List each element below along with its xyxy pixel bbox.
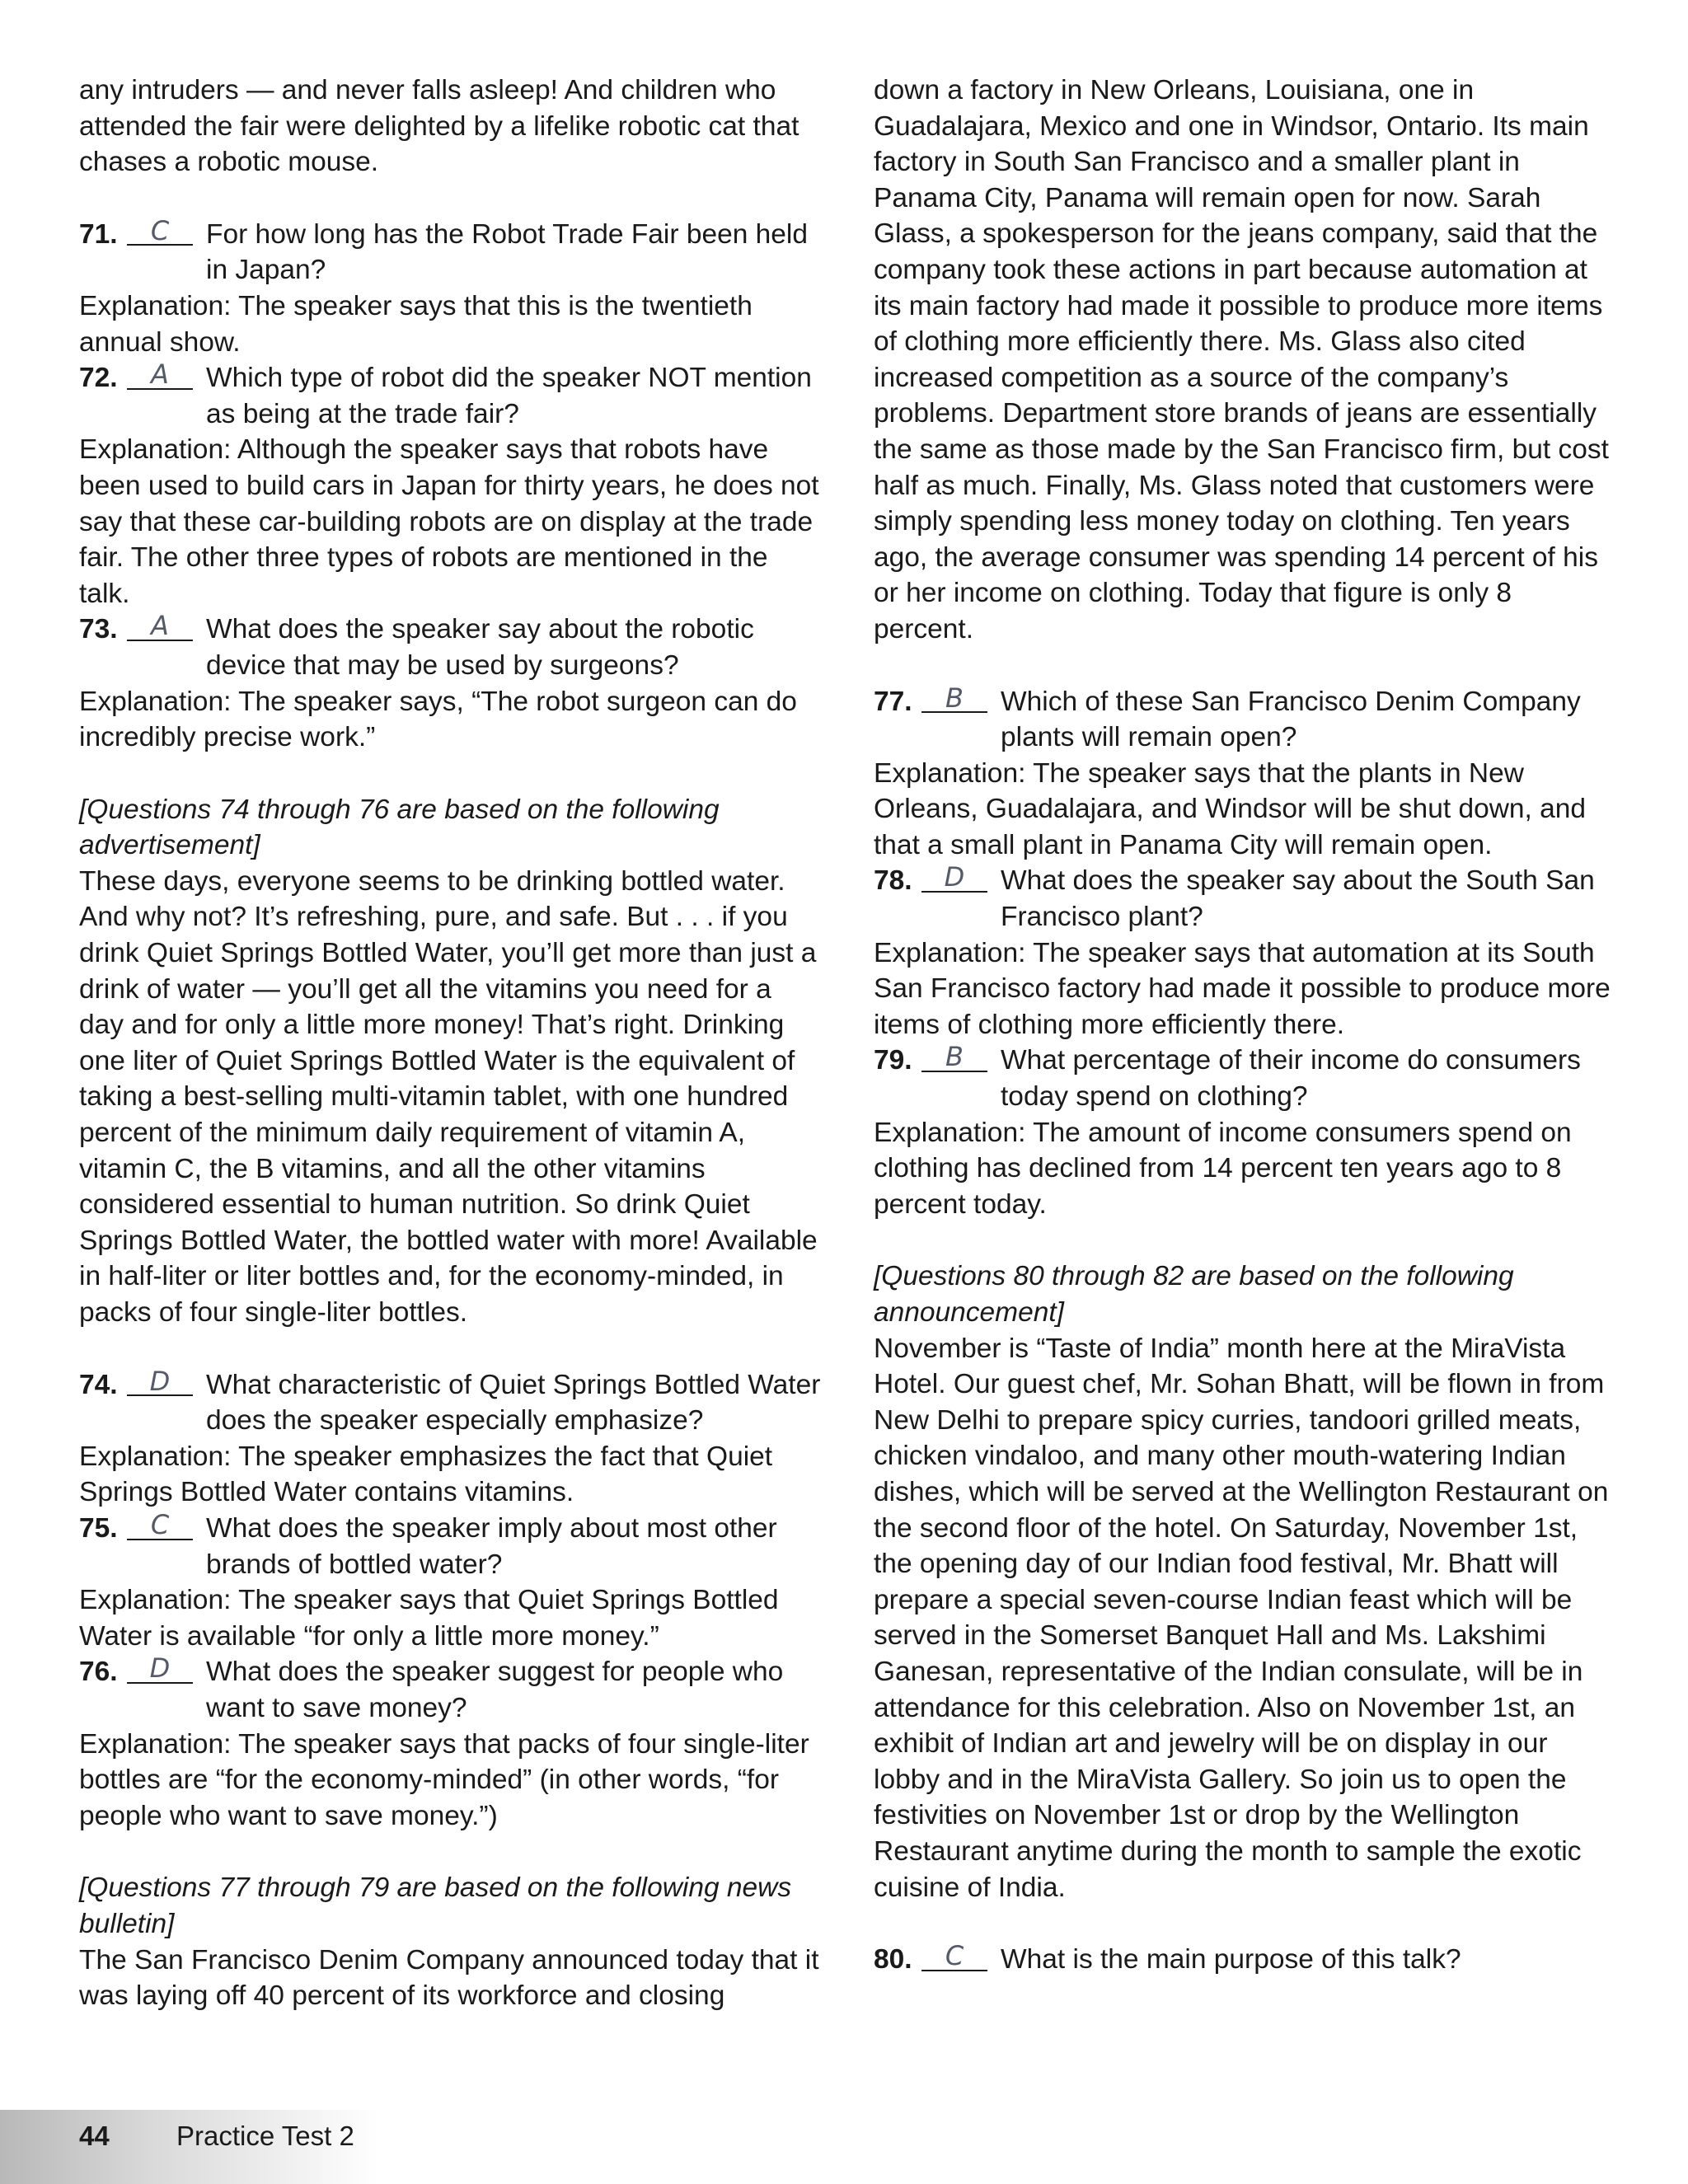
answer-blank (921, 1942, 987, 1978)
section-header: [Questions 77 through 79 are based on the following news bulletin] (79, 1872, 792, 1939)
spacer (79, 756, 821, 792)
answer-blank (921, 1043, 987, 1079)
explanation: Explanation: The speaker says, “The robot surgeon can do incredibly precise work.” (79, 686, 797, 753)
question-73 (79, 612, 821, 683)
question-79 (874, 1043, 1615, 1114)
handwritten-answer: C (150, 1508, 170, 1540)
question-text: What does the speaker say about the South San Francisco plant? (1001, 865, 1595, 933)
handwritten-answer: D (944, 861, 965, 893)
question-number: 76. (79, 1657, 118, 1688)
explanation: Explanation: The speaker emphasizes the fact that Quiet Springs Bottled Water contains vitamins. (79, 1441, 773, 1508)
question-text: What characteristic of Quiet Springs Bottled Water does the speaker especially emphasize? (206, 1369, 821, 1436)
answer-blank (127, 612, 193, 648)
answer-blank (127, 360, 193, 396)
news-text-continued: down a factory in New Orleans, Louisiana, one in Guadalajara, Mexico and one in Windsor, Ontario. Its main factory in South San Francisco and a smaller plant in Panama City, Panama will remain open for now. Sarah Glass, a spokesperson for the jeans company, said that the company took these actions in part because automation at its main factory had made it possible to produce more items of clothing more efficiently there. Ms. Glass also cited increased competition as a source of the company’s problems. Department store brands of jeans are essentially the same as those made by the San Francisco firm, but cost half as much. Finally, Ms. Glass noted that customers were simply spending less money today on clothing. Ten years ago, the average consumer was spending 14 percent of his or her income on clothing. Today that figure is only 8 percent. (874, 75, 1609, 644)
handwritten-answer: B (945, 682, 964, 714)
explanation: Explanation: Although the speaker says that robots have been used to build cars in Japan for thirty years, he does not say that these car-building robots are on display at the trade fair. The other three types of robots are mentioned in the talk. (79, 434, 819, 609)
answer-blank (127, 1654, 193, 1690)
question-number: 74. (79, 1369, 118, 1400)
question-number: 79. (874, 1045, 912, 1076)
question-text: Which of these San Francisco Denim Company plants will remain open? (1001, 686, 1581, 753)
explanation: Explanation: The speaker says that this is the twentieth annual show. (79, 290, 753, 358)
explanation: Explanation: The speaker says that Quiet Springs Bottled Water is available “for only a little more money.” (79, 1585, 779, 1652)
spacer (874, 1222, 1615, 1258)
footer-title: Practice Test 2 (176, 2121, 354, 2151)
question-number: 78. (874, 865, 912, 897)
question-text: Which type of robot did the speaker NOT mention as being at the trade fair? (206, 363, 812, 429)
explanation: Explanation: The speaker says that the plants in New Orleans, Guadalajara, and Windsor will be shut down, and that a small plant in Panama City will remain open. (874, 757, 1587, 860)
answer-blank (127, 1367, 193, 1404)
right-column (874, 73, 1615, 1978)
question-76 (79, 1654, 821, 1726)
question-number: 75. (79, 1512, 118, 1544)
explanation: Explanation: The speaker says that automation at its South San Francisco factory had made it possible to produce more items of clothing more efficiently there. (874, 937, 1611, 1040)
spacer (874, 1905, 1615, 1942)
handwritten-answer: C (150, 214, 170, 246)
question-74 (79, 1367, 821, 1439)
intro-paragraph: any intruders — and never falls asleep! And children who attended the fair were delighted by a lifelike robotic cat that chases a robotic mouse. (79, 75, 799, 178)
answer-blank (127, 214, 193, 253)
spacer (79, 1834, 821, 1870)
spacer (79, 180, 821, 217)
left-column (79, 73, 821, 2014)
question-number: 73. (79, 614, 118, 645)
handwritten-answer: B (945, 1041, 964, 1073)
question-80 (874, 1942, 1615, 1978)
answer-blank (921, 684, 987, 720)
question-72 (79, 360, 821, 432)
question-text: What does the speaker say about the robotic device that may be used by surgeons? (206, 614, 754, 681)
handwritten-answer: D (149, 1652, 171, 1685)
explanation: Explanation: The speaker says that packs of four single-liter bottles are “for the economy-minded” (in other words, “for people who want to save money.”) (79, 1728, 809, 1831)
advertisement-text: These days, everyone seems to be drinking bottled water. And why not? It’s refreshing, pure, and safe. But . . . if you drink Quiet Springs Bottled Water, you’ll get more than just a drink of water — you’ll get all the vitamins you need for a day and for only a little more money! That’s right. Drinking one liter of Quiet Springs Bottled Water is the equivalent of taking a best-selling multi-vitamin tablet, with one hundred percent of the minimum daily requirement of vitamin A, vitamin C, the B vitamins, and all the other vitamins considered essential to human nutrition. So drink Quiet Springs Bottled Water, the bottled water with more! Available in half-liter or liter bottles and, for the economy-minded, in packs of four single-liter bottles. (79, 865, 818, 1328)
section-header: [Questions 74 through 76 are based on the following advertisement] (79, 794, 720, 861)
question-text: What does the speaker imply about most other brands of bottled water? (206, 1512, 777, 1580)
explanation: Explanation: The amount of income consumers spend on clothing has declined from 14 percent ten years ago to 8 percent today. (874, 1117, 1572, 1220)
question-text: What percentage of their income do consumers today spend on clothing? (1001, 1045, 1581, 1113)
question-75 (79, 1508, 821, 1582)
handwritten-answer: C (945, 1940, 964, 1972)
handwritten-answer: D (149, 1365, 171, 1397)
question-number: 80. (874, 1944, 912, 1975)
page-number: 44 (79, 2121, 110, 2151)
spacer (79, 1331, 821, 1367)
question-text: What does the speaker suggest for people who want to save money? (206, 1657, 784, 1723)
section-header: [Questions 80 through 82 are based on the following announcement] (874, 1261, 1514, 1328)
answer-blank (921, 863, 987, 899)
question-77 (874, 684, 1615, 756)
announcement-text: November is “Taste of India” month here at the MiraVista Hotel. Our guest chef, Mr. Sohan Bhatt, will be flown in from New Delhi to prepare spicy curries, tandoori grilled meats, chicken vindaloo, and many other mouth-watering Indian dishes, which will be served at the Wellington Restaurant on the second floor of the hotel. On Saturday, November 1st, the opening day of our Indian food festival, Mr. Bhatt will prepare a special seven-course Indian feast which will be served in the Somerset Banquet Hall and Ms. Lakshimi Ganesan, representative of the Indian consulate, will be in attendance for this celebration. Also on November 1st, an exhibit of Indian art and jewelry will be on display in our lobby and in the MiraVista Gallery. So join us to open the festivities on November 1st or drop by the Wellington Restaurant anytime during the month to sample the exotic cuisine of India. (874, 1333, 1609, 1903)
question-number: 71. (79, 218, 118, 250)
question-text: What is the main purpose of this talk? (1001, 1944, 1461, 1975)
question-78 (874, 863, 1615, 935)
handwritten-answer: A (151, 610, 169, 642)
news-text: The San Francisco Denim Company announced today that it was laying off 40 percent of its workforce and closing (79, 1944, 819, 2012)
answer-blank (127, 1508, 193, 1547)
question-number: 72. (79, 363, 118, 394)
question-71 (79, 214, 821, 288)
question-text: For how long has the Robot Trade Fair been held in Japan? (206, 218, 808, 286)
handwritten-answer: A (151, 359, 169, 391)
question-number: 77. (874, 686, 912, 717)
spacer (874, 648, 1615, 684)
